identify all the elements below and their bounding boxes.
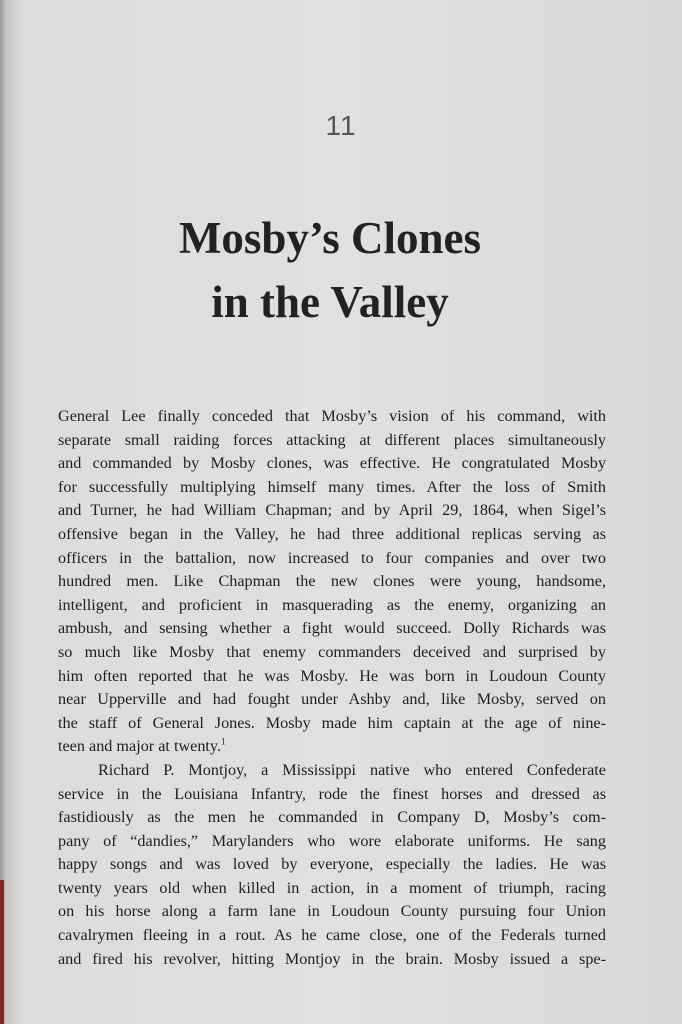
text-line: fastidiously as the men he commanded in Company D, Mosby’s com- xyxy=(58,808,606,827)
text-line: on his horse along a farm lane in Loudoun County pursuing four Union xyxy=(58,902,606,921)
text-line: him often reported that he was Mosby. He was born in Loudoun County xyxy=(58,666,606,685)
text-line: offensive began in the Valley, he had three additional replicas serving as xyxy=(58,524,606,543)
text-line: and commanded by Mosby clones, was effective. He congratulated Mosby xyxy=(58,454,606,473)
text-line: service in the Louisiana Infantry, rode the finest horses and dressed as xyxy=(58,784,606,803)
text-line: hundred men. Like Chapman the new clones were young, handsome, xyxy=(58,572,606,591)
text-line: and fired his revolver, hitting Montjoy in the brain. Mosby issued a spe- xyxy=(58,949,606,968)
text-line: cavalrymen fleeing in a rout. As he came close, one of the Federals turned xyxy=(58,926,606,945)
text-line: ambush, and sensing whether a fight would succeed. Dolly Richards was xyxy=(58,619,606,638)
paragraph-2 xyxy=(58,759,606,971)
body-text xyxy=(58,405,606,971)
text-line: near Upperville and had fought under Ashby and, like Mosby, served on xyxy=(58,690,606,709)
text-line: and Turner, he had William Chapman; and by April 29, 1864, when Sigel’s xyxy=(58,501,606,520)
text-line: the staff of General Jones. Mosby made him captain at the age of nine- xyxy=(58,713,606,732)
chapter-title-line-2: in the Valley xyxy=(211,277,449,327)
paragraph-1 xyxy=(58,405,606,759)
text-line: separate small raiding forces attacking at different places simultaneously xyxy=(58,430,606,449)
book-spine-edge xyxy=(0,880,4,1024)
text-line: officers in the battalion, now increased to four companies and over two xyxy=(58,548,606,567)
text-line: for successfully multiplying himself many times. After the loss of Smith xyxy=(58,477,606,496)
text-line: happy songs and was loved by everyone, especially the ladies. He was xyxy=(58,855,606,874)
chapter-number: 11 xyxy=(325,110,357,141)
text-line: intelligent, and proficient in masquerading as the enemy, organizing an xyxy=(58,595,606,614)
text-line: so much like Mosby that enemy commanders deceived and surprised by xyxy=(58,642,606,661)
chapter-title-line-1: Mosby’s Clones xyxy=(178,213,482,263)
text-line: Richard P. Montjoy, a Mississippi native who entered Confederate xyxy=(98,760,606,779)
text-line: pany of “dandies,” Marylanders who wore elaborate uniforms. He sang xyxy=(58,831,606,850)
text-line: General Lee finally conceded that Mosby’s vision of his command, with xyxy=(58,407,606,425)
footnote-marker: 1 xyxy=(221,736,226,747)
text-line-last: teen and major at twenty. xyxy=(58,737,222,756)
text-line: twenty years old when killed in action, in a moment of triumph, racing xyxy=(58,878,606,897)
